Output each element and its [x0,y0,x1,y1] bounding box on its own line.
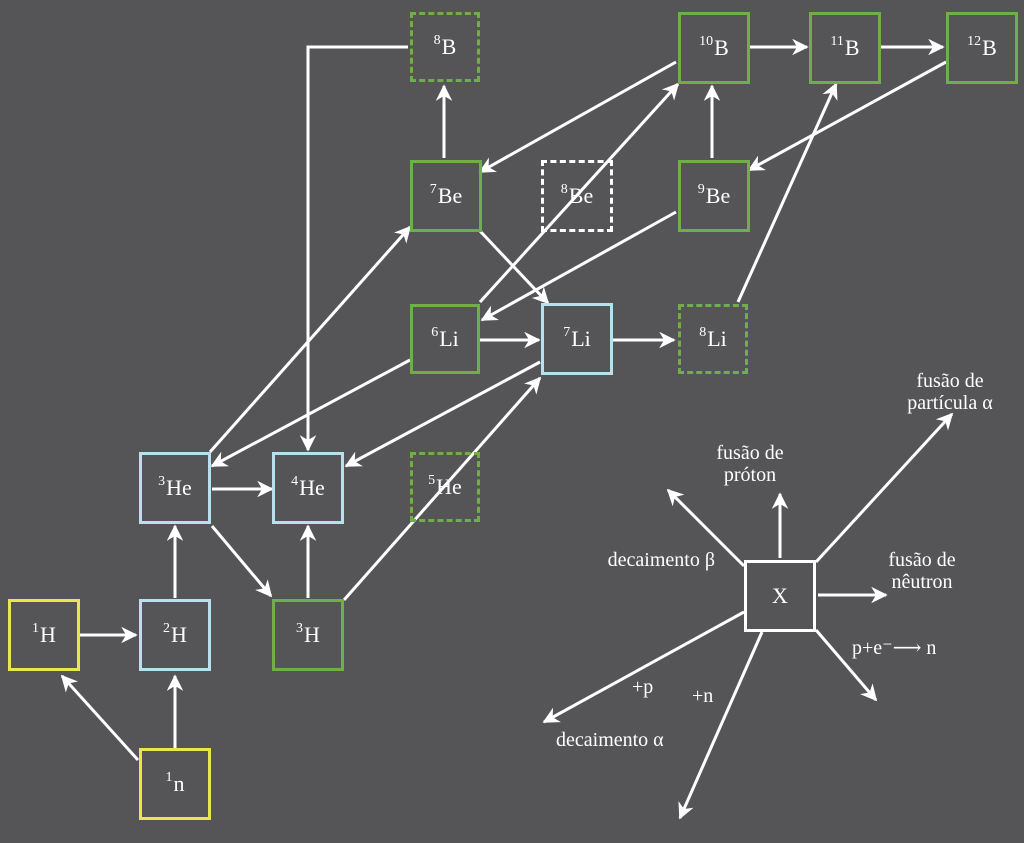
node-boron-11: $^{11}$ B [809,12,881,84]
node-hydrogen-3: $^3$ H [272,599,344,671]
node-helium-4: $^4$ He [272,452,344,524]
node-beryllium-9: $^9$ Be [678,160,750,232]
legend-proton-fusion-label: fusão de próton [716,442,784,486]
arrow-li8-to-b11 [738,84,836,302]
node-boron-8: $^8$ B [410,12,480,82]
node-helium-5: $^5$ He [410,452,480,522]
legend-arrow-alpha-fusion [816,414,952,562]
node-boron-10: $^{10}$ B [678,12,750,84]
arrow-he3-to-be7 [210,227,410,452]
arrow-he3-to-h3 [212,526,271,596]
legend-alpha-fusion-label: fusão de partícula α [907,370,993,414]
node-beryllium-7: $^7$ Be [410,160,482,232]
node-hydrogen-1: $^1$ H [8,599,80,671]
node-boron-12: $^{12}$ B [946,12,1018,84]
arrow-b8-to-he4 [308,47,408,450]
arrow-n1-to-h1 [62,676,138,760]
node-neutron-1: $^1$ n [139,748,211,820]
arrow-li6-to-he3 [212,360,410,466]
node-lithium-8: $^8$ Li [678,304,748,374]
legend-beta-decay-label: decaimento β [607,549,715,571]
node-hydrogen-2: $^2$ H [139,599,211,671]
node-lithium-6: $^6$ Li [410,304,480,374]
legend-neutron-fusion-label: fusão de nêutron [888,549,956,593]
legend-arrow-plus-n [680,632,762,818]
legend-electron-capture-label: p+e⁻⟶ n [852,637,937,659]
legend-center-box: X [744,560,816,632]
node-helium-3: $^3$ He [139,452,211,524]
node-lithium-7: $^7$ Li [541,303,613,375]
legend-plus-p-label: +p [632,676,654,698]
legend-arrow-alpha-decay [544,612,744,722]
legend-alpha-decay-label: decaimento α [556,729,664,751]
node-beryllium-8: $^8$ Be [541,160,613,232]
legend-plus-n-label: +n [692,685,714,707]
